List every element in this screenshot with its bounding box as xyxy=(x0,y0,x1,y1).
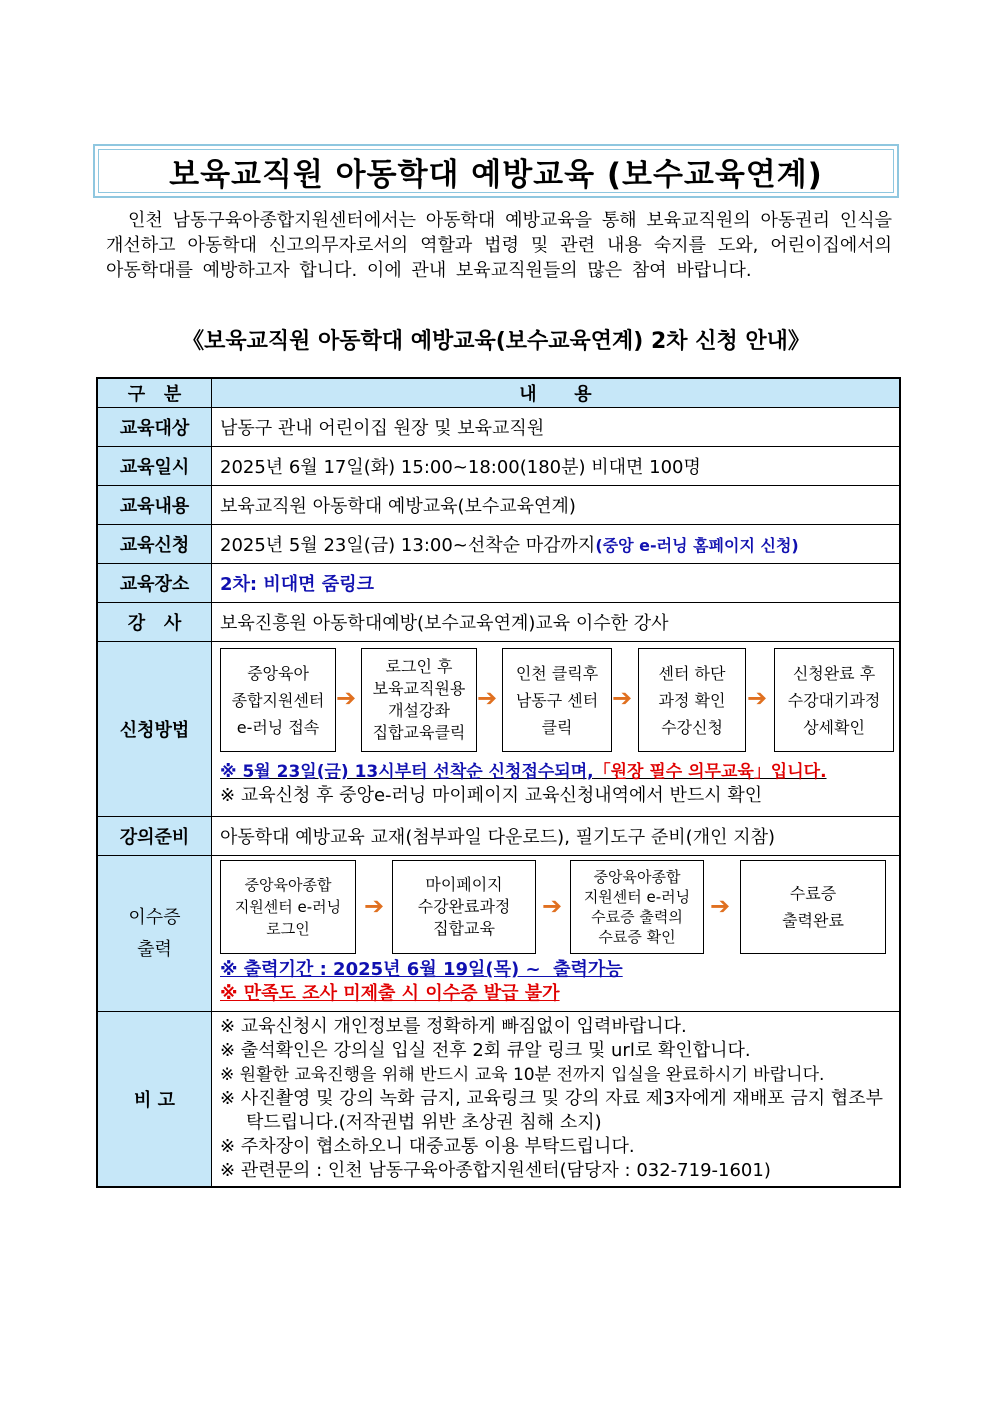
apply-date: 2025년 5월 23일(금) 13:00~선착순 마감까지 xyxy=(220,535,596,556)
row-value-datetime: 2025년 6월 17일(화) 15:00~18:00(180분) 비대면 100명 xyxy=(212,447,901,486)
title-box xyxy=(93,144,899,198)
flow-step-text: 인천 클릭후 xyxy=(515,663,599,683)
table-row xyxy=(97,486,900,525)
row-label-content: 교육내용 xyxy=(97,486,212,525)
header-content: 내 용 xyxy=(212,378,901,408)
apply-flow xyxy=(220,648,891,760)
table-row xyxy=(97,408,900,447)
method-note-blue: ※ 5월 23일(금) 13시부터 선착순 신청접수되며, xyxy=(220,762,594,782)
remark-item: ※ 사진촬영 및 강의 녹화 금지, 교육링크 및 강의 자료 제3자에게 재배포 금지 협조부탁드립니다.(저작권법 위반 초상권 침해 소지) xyxy=(220,1088,884,1133)
method-note xyxy=(220,760,891,784)
cert-label-line: 출력 xyxy=(137,938,172,960)
table-row xyxy=(97,447,900,486)
cert-label-line: 이수증 xyxy=(128,906,181,928)
intro-paragraph: 인천 남동구육아종합지원센터에서는 아동학대 예방교육을 통해 보육교직원의 아동권리 인식을 개선하고 아동학대 신고의무자로서의 역할과 법령 및 관련 내용 숙지를 도와, 어린이집에서의 아동학대를 예방하고자 합니다. 이에 관내 보육교직원들의 많은 참여 바랍니다. xyxy=(106,210,892,281)
arrow-right-icon: ➔ xyxy=(477,684,498,712)
header-label: 구 분 xyxy=(97,378,212,408)
row-value-remarks xyxy=(212,1012,901,1188)
flow-step-text: 수료증 xyxy=(789,884,837,903)
row-label-target: 교육대상 xyxy=(97,408,212,447)
arrow-right-icon: ➔ xyxy=(612,684,633,712)
flow-step-text: 수료증 확인 xyxy=(598,928,676,946)
flow-step-text: 남동구 센터 xyxy=(515,690,599,710)
flow-step-box xyxy=(220,648,336,752)
flow-step-text: 과정 확인 xyxy=(658,690,726,710)
remark-item: ※ 교육신청시 개인정보를 정확하게 빠짐없이 입력바랍니다. xyxy=(220,1016,687,1037)
flow-step-box xyxy=(740,860,886,954)
flow-step-text: 중앙육아종합 xyxy=(593,868,681,886)
remark-item: ※ 관련문의 : 인천 남동구육아종합지원센터(담당자 : 032-719-1601) xyxy=(220,1160,771,1181)
flow-step-text: e-러닝 접속 xyxy=(236,717,320,737)
row-label-method: 신청방법 xyxy=(97,642,212,817)
flow-step-text: 지원센터 e-러닝 xyxy=(234,898,342,916)
flow-step-text: 클릭 xyxy=(541,717,573,737)
flow-step-text: 마이페이지 xyxy=(425,875,503,894)
table-row xyxy=(97,856,900,1012)
row-value-apply xyxy=(212,525,901,564)
method-note-2: ※ 교육신청 후 중앙e-러닝 마이페이지 교육신청내역에서 반드시 확인 xyxy=(220,785,763,806)
page-title: 보육교직원 아동학대 예방교육 (보수교육연계) xyxy=(98,149,894,193)
flow-step-text: 상세확인 xyxy=(803,717,865,737)
row-value-target: 남동구 관내 어린이집 원장 및 보육교직원 xyxy=(212,408,901,447)
table-row xyxy=(97,1012,900,1188)
table-row xyxy=(97,817,900,856)
apply-note: (중앙 e-러닝 홈페이지 신청) xyxy=(595,536,799,555)
cert-flow xyxy=(220,860,891,958)
row-label-lecturer: 강 사 xyxy=(97,603,212,642)
table-header-row xyxy=(97,378,900,408)
flow-step-text: 수강대기과정 xyxy=(787,690,881,710)
flow-step-text: 보육교직원용 xyxy=(372,679,466,698)
table-row xyxy=(97,525,900,564)
row-value-prep: 아동학대 예방교육 교재(첨부파일 다운로드), 필기도구 준비(개인 지참) xyxy=(212,817,901,856)
row-label-apply: 교육신청 xyxy=(97,525,212,564)
flow-step-text: 출력완료 xyxy=(782,911,844,930)
flow-step-box xyxy=(774,648,894,752)
flow-step-text: 중앙육아 xyxy=(247,663,309,683)
arrow-right-icon: ➔ xyxy=(542,892,563,920)
flow-step-text: 개설강좌 xyxy=(388,701,450,720)
flow-step-text: 수강신청 xyxy=(661,717,723,737)
row-value-content: 보육교직원 아동학대 예방교육(보수교육연계) xyxy=(212,486,901,525)
flow-step-text: 수료증 출력의 xyxy=(591,908,683,926)
info-table xyxy=(96,377,901,1188)
method-note-red: 「원장 필수 의무교육」입니다. xyxy=(593,762,827,782)
flow-step-box xyxy=(220,860,356,954)
row-value-lecturer: 보육진흥원 아동학대예방(보수교육연계)교육 이수한 강사 xyxy=(212,603,901,642)
flow-step-box xyxy=(502,648,612,752)
arrow-right-icon: ➔ xyxy=(710,892,731,920)
flow-step-text: 중앙육아종합 xyxy=(244,876,332,894)
flow-step-text: 센터 하단 xyxy=(658,663,726,683)
cert-note-blue: ※ 출력기간 : 2025년 6월 19일(목) ~ 출력가능 xyxy=(220,959,623,980)
arrow-right-icon: ➔ xyxy=(747,684,768,712)
table-row xyxy=(97,642,900,817)
flow-step-text: 신청완료 후 xyxy=(792,663,876,683)
row-label-remarks: 비 고 xyxy=(97,1012,212,1188)
row-value-method xyxy=(212,642,901,817)
flow-step-text: 지원센터 e-러닝 xyxy=(583,888,691,906)
remark-item: ※ 출석확인은 강의실 입실 전후 2회 큐알 링크 및 url로 확인합니다. xyxy=(220,1040,751,1061)
table-row xyxy=(97,564,900,603)
flow-step-text: 종합지원센터 xyxy=(231,690,325,710)
cert-note-red: ※ 만족도 조사 미제출 시 이수증 발급 불가 xyxy=(220,983,560,1004)
row-value-cert xyxy=(212,856,901,1012)
flow-step-text: 로그인 xyxy=(266,920,310,938)
row-value-place: 2차: 비대면 줌링크 xyxy=(212,564,901,603)
row-label-cert xyxy=(97,856,212,1012)
flow-step-box xyxy=(361,648,477,752)
flow-step-box xyxy=(570,860,704,954)
arrow-right-icon: ➔ xyxy=(364,892,385,920)
row-label-prep: 강의준비 xyxy=(97,817,212,856)
flow-step-text: 집합교육 xyxy=(433,919,495,938)
flow-step-text: 로그인 후 xyxy=(385,657,453,676)
flow-step-text: 집합교육클릭 xyxy=(372,723,466,742)
row-label-datetime: 교육일시 xyxy=(97,447,212,486)
subtitle: 《보육교직원 아동학대 예방교육(보수교육연계) 2차 신청 안내》 xyxy=(182,329,810,354)
row-label-place: 교육장소 xyxy=(97,564,212,603)
remark-item: ※ 주차장이 협소하오니 대중교통 이용 부탁드립니다. xyxy=(220,1136,635,1157)
flow-step-text: 수강완료과정 xyxy=(417,897,511,916)
flow-step-box xyxy=(638,648,746,752)
arrow-right-icon: ➔ xyxy=(336,684,357,712)
table-row xyxy=(97,603,900,642)
remark-item: ※ 원활한 교육진행을 위해 반드시 교육 10분 전까지 입실을 완료하시기 바랍니다. xyxy=(220,1065,825,1085)
flow-step-box xyxy=(392,860,536,954)
